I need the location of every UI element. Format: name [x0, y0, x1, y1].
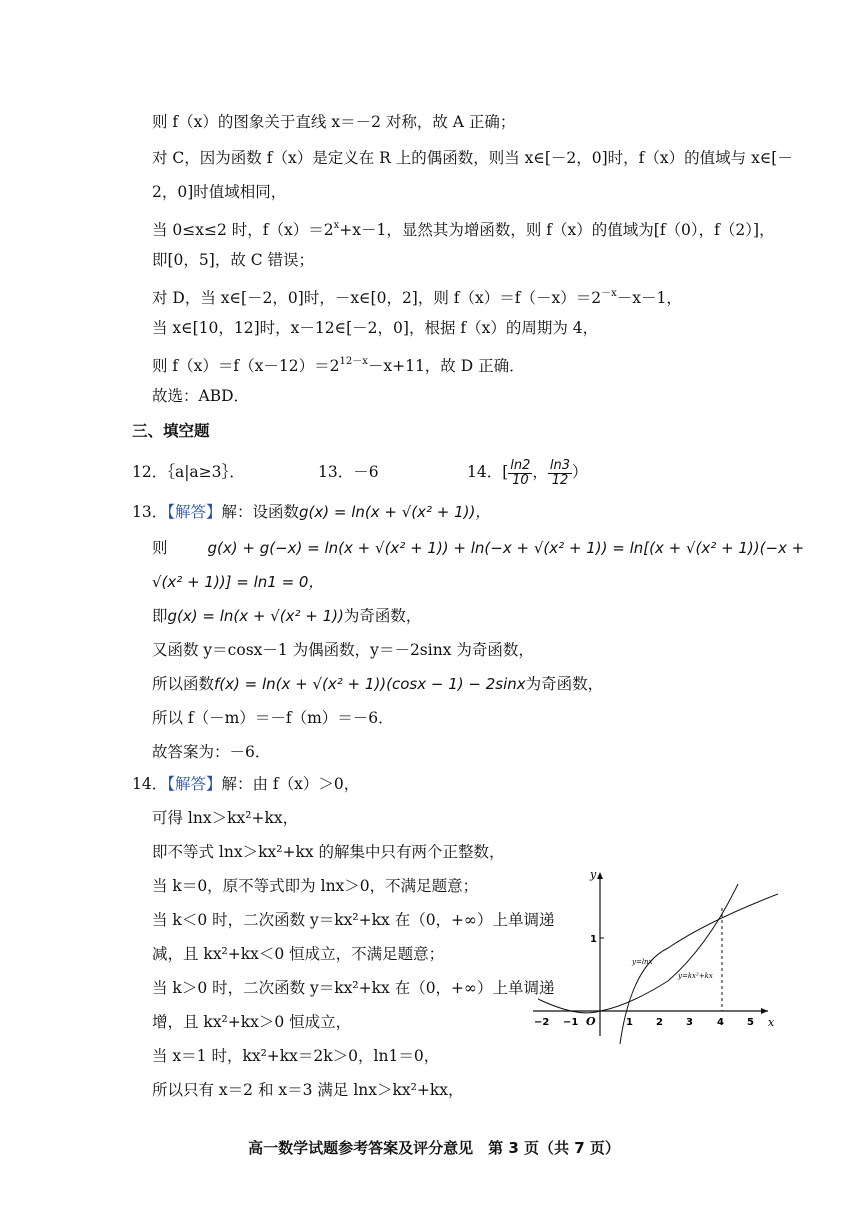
x-tick-label: 4: [717, 1017, 724, 1028]
answer-14: [467, 452, 588, 492]
text-span: 则: [152, 539, 168, 557]
text-line: [152, 352, 525, 376]
text-line: 当 k＜0 时，二次函数 y＝kx²+kx 在（0，+∞）上单调递: [152, 911, 555, 929]
text-span: 对 D，当 x∈[－2，0]时，－x∈[0，2]，则 f（x）＝f（－x）＝2: [152, 289, 602, 307]
text-line: [152, 674, 603, 694]
text-span: ）: [572, 463, 588, 481]
formula: √(x² + 1))] = ln1 = 0，: [152, 573, 324, 591]
text-line: 当 x∈[10，12]时，x－12∈[－2，0]，根据 f（x）的周期为 4，: [152, 319, 599, 337]
formula: g(x) + g(−x) = ln(x + √(x² + 1)) + ln(−x + √(x² + 1)) = ln[(x + √(x² + 1))(−x +: [207, 539, 805, 557]
denominator: 12: [551, 472, 569, 488]
text-line: 当 k＞0 时，二次函数 y＝kx²+kx 在（0，+∞）上单调递: [152, 979, 555, 997]
text-line: [152, 216, 775, 240]
text-line: 又函数 y＝cosx－1 为偶函数，y＝－2sinx 为奇函数，: [152, 641, 534, 659]
text-span: 为奇函数，: [525, 675, 604, 693]
solution-13-heading: [132, 502, 490, 522]
text-line: 则 f（x）的图象关于直线 x＝－2 对称，故 A 正确；: [152, 113, 516, 131]
x-tick-label: −1: [563, 1017, 579, 1028]
text-line: 即[0，5]，故 C 错误；: [152, 251, 315, 269]
x-axis-label: x: [768, 1016, 775, 1029]
numerator: ln2: [510, 457, 531, 473]
problem-number: 13．: [132, 503, 168, 521]
y-axis-label: y: [590, 868, 597, 881]
solution-tag: 【解答】: [167, 775, 222, 793]
text-line: [152, 284, 682, 308]
text-span: 即: [152, 607, 168, 625]
page-footer: 高一数学试题参考答案及评分意见 第 3 页（共 7 页）: [248, 1139, 620, 1157]
exponent: 12－x: [339, 356, 368, 367]
text-line: [152, 572, 323, 592]
text-line: 当 x＝1 时，kx²+kx＝2k＞0，ln1＝0，: [152, 1047, 440, 1065]
answer-13: 13．－6: [318, 463, 379, 481]
origin-label: O: [586, 1015, 596, 1028]
solution-tag: 【解答】: [167, 503, 222, 521]
text-span: 解：设函数: [221, 503, 300, 521]
ln-curve-label: y=lnx: [632, 958, 653, 966]
text-line: 故答案为：－6．: [152, 743, 271, 761]
text-line: 减，且 kx²+kx＜0 恒成立，不满足题意；: [152, 945, 445, 963]
quadratic-curve-label: y=kx²+kx: [678, 972, 713, 980]
formula: g(x) = ln(x + √(x² + 1)): [167, 607, 344, 625]
text-span: 解：由 f（x）＞0，: [221, 775, 360, 793]
text-line: 所以 f（－m）＝－f（m）＝－6．: [152, 709, 394, 727]
formula: f(x) = ln(x + √(x² + 1))(cosx − 1) − 2sinx: [214, 675, 526, 693]
text-line: 所以只有 x＝2 和 x＝3 满足 lnx＞kx²+kx，: [152, 1081, 464, 1099]
text-span: +x－1，显然其为增函数，则 f（x）的值域为[f（0），f（2）]，: [339, 221, 775, 239]
text-span: 当 0≤x≤2 时，f（x）＝2: [152, 221, 334, 239]
solution-14-heading: [132, 774, 359, 794]
text-line: 2，0]时值域相同，: [152, 183, 287, 201]
text-line: 即不等式 lnx＞kx²+kx 的解集中只有两个正整数，: [152, 843, 505, 861]
text-line: 故选：ABD．: [152, 387, 250, 405]
text-span: －x－1，: [616, 289, 682, 307]
text-line: 当 k＝0，原不等式即为 lnx＞0，不满足题意；: [152, 877, 479, 895]
text-line: 增，且 kx²+kx＞0 恒成立，: [152, 1013, 352, 1031]
exponent: －x: [601, 288, 617, 299]
x-tick-label: 1: [626, 1017, 633, 1028]
x-tick-label: 5: [747, 1017, 754, 1028]
numerator: ln3: [549, 457, 571, 473]
problem-number: 14．: [132, 775, 168, 793]
x-axis-arrow: [761, 1008, 768, 1014]
ln-curve: [620, 894, 778, 1044]
denominator: 10: [512, 472, 529, 488]
x-tick-label: −2: [534, 1017, 550, 1028]
text-span: 为奇函数，: [343, 607, 422, 625]
text-line: 可得 lnx＞kx²+kx，: [152, 809, 299, 827]
x-tick-label: 3: [686, 1017, 693, 1028]
text-span: 所以函数: [152, 675, 215, 693]
section-heading: 三、填空题: [132, 422, 210, 440]
text-span: 则 f（x）＝f（x－12）＝2: [152, 357, 340, 375]
text-span: ，: [532, 463, 548, 481]
fraction: [548, 459, 572, 488]
answer-12: 12．｛a|a≥3｝．: [132, 463, 245, 481]
exponent: x: [333, 220, 340, 231]
x-tick-label: 2: [656, 1017, 663, 1028]
text-span: 14．[: [467, 463, 509, 481]
y-axis-arrow: [597, 872, 603, 879]
text-span: －x+11，故 D 正确．: [367, 357, 525, 375]
text-line: [152, 606, 421, 626]
text-line: [152, 538, 804, 558]
text-line: 对 C，因为函数 f（x）是定义在 R 上的偶函数，则当 x∈[－2，0]时，f（x）的值域与 x∈[－: [152, 149, 793, 167]
y-tick-label: 1: [590, 934, 597, 945]
fraction: [508, 459, 532, 488]
formula: g(x) = ln(x + √(x² + 1))，: [299, 503, 491, 521]
quadratic-curve: [538, 884, 738, 1013]
function-graph-figure: [528, 866, 778, 1046]
